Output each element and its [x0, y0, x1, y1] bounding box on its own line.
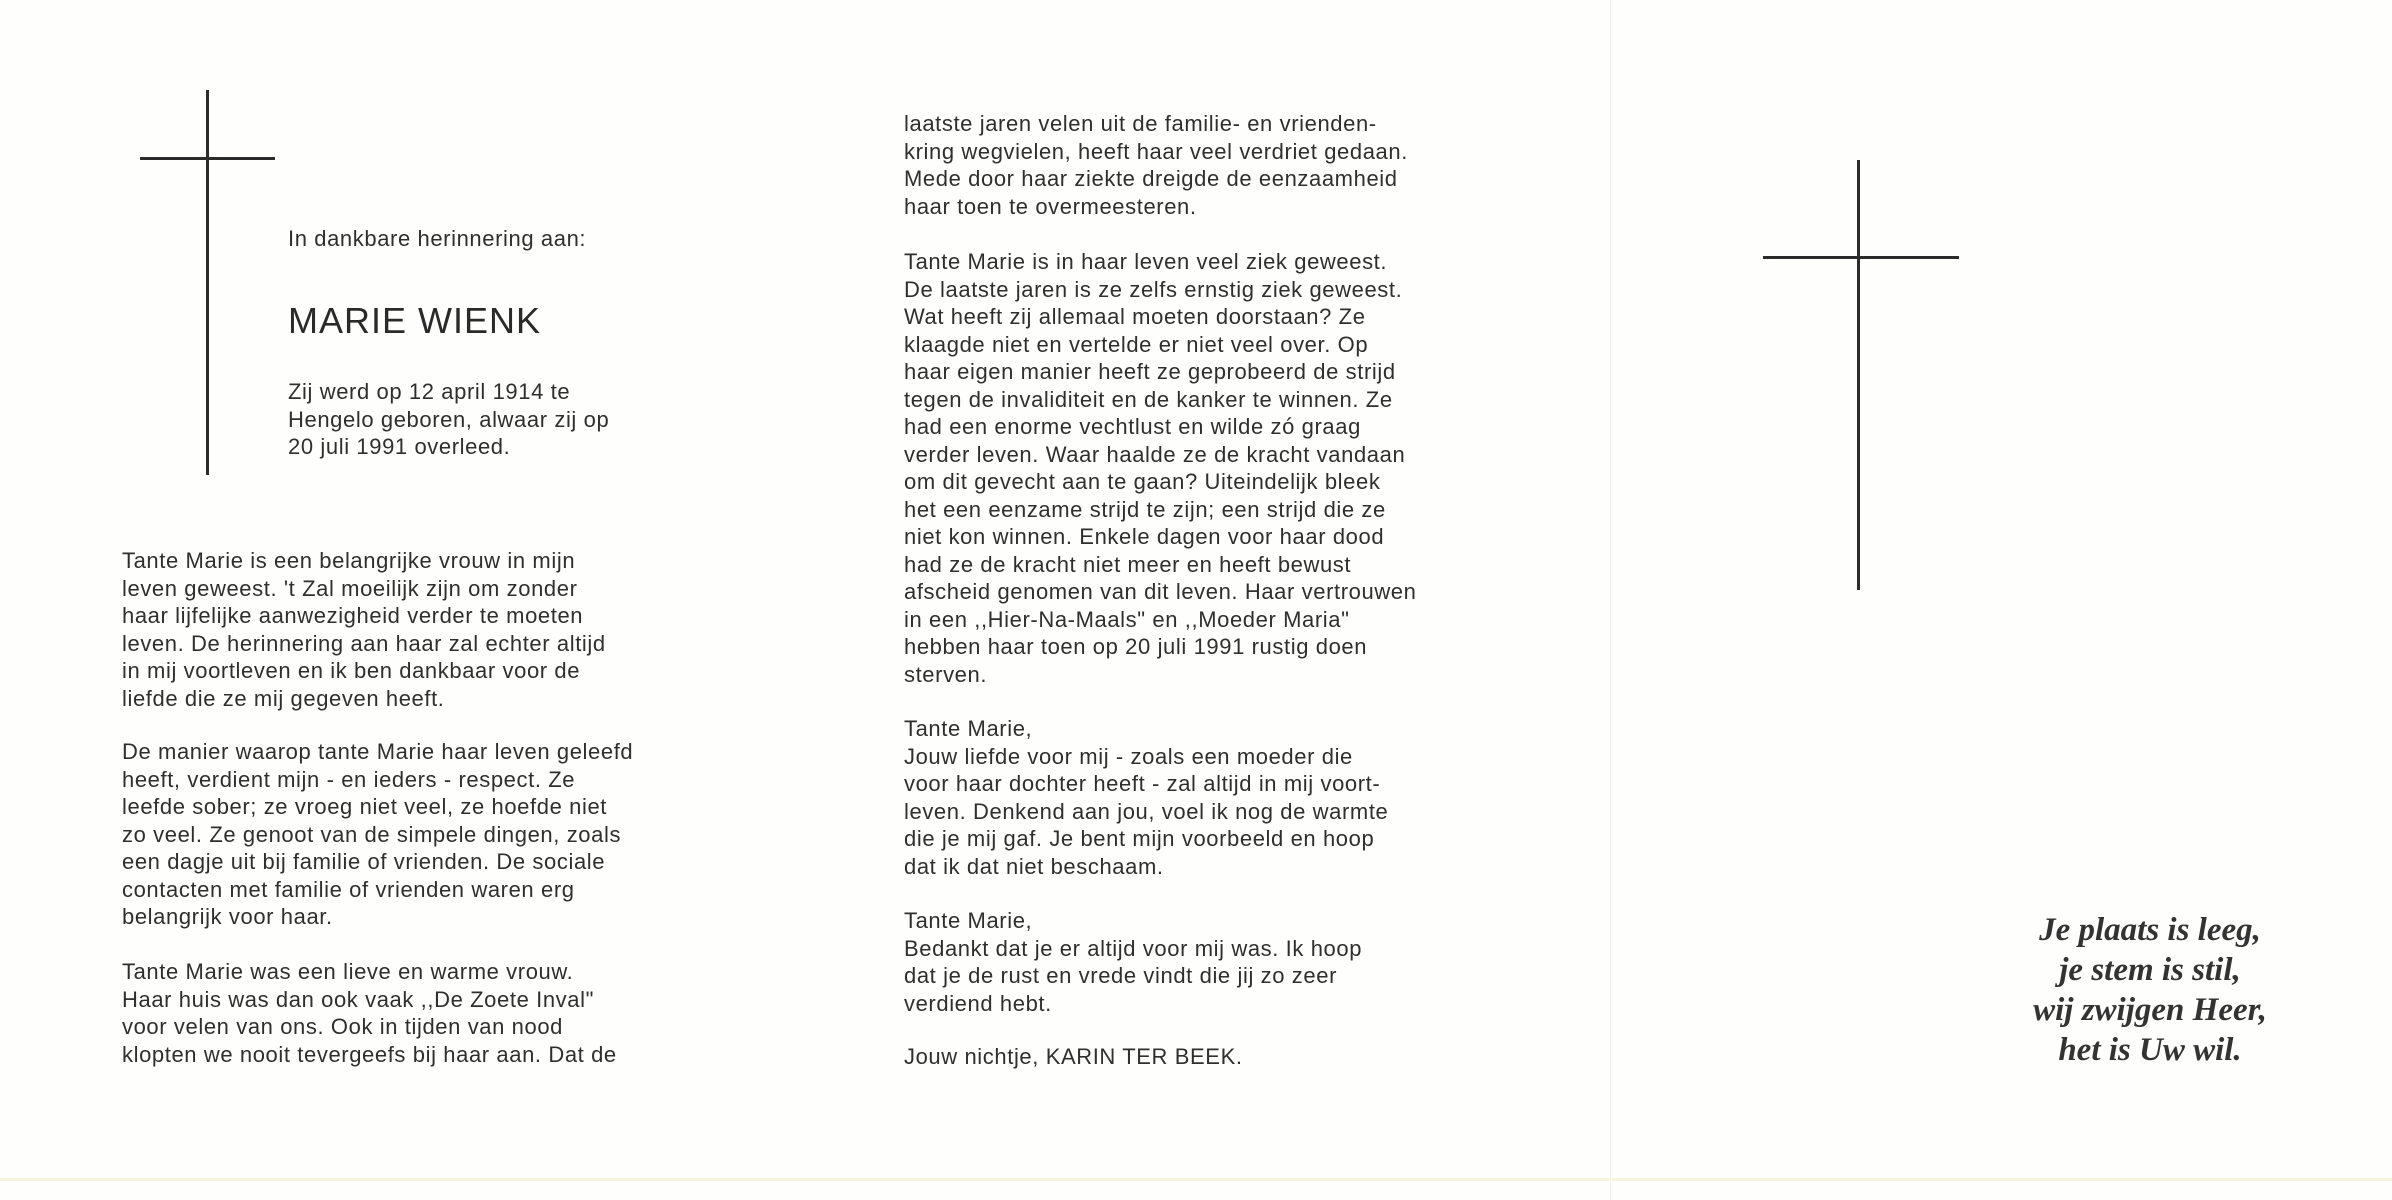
- birth-line: 20 juli 1991 overleed.: [288, 434, 511, 459]
- text-line: Tante Marie is een belangrijke vrouw in mijn: [122, 548, 576, 573]
- text-line: klaagde niet en vertelde er niet veel over. Op: [904, 331, 1369, 357]
- text-line: heeft, verdient mijn - en ieders - respect. Ze: [122, 766, 576, 792]
- quote-line: wij zwijgen Heer,: [2033, 992, 2267, 1028]
- text-line: haar eigen manier heeft ze geprobeerd de strijd: [904, 359, 1396, 384]
- text-line: zo veel. Ze genoot van de simpele dingen, zoals: [122, 821, 622, 847]
- birth-line: Zij werd op 12 april 1914 te: [288, 379, 571, 404]
- text-line: leefde sober; ze vroeg niet veel, ze hoefde niet: [122, 794, 607, 819]
- signature: Jouw nichtje, KARIN TER BEEK.: [904, 1044, 1243, 1069]
- text-line: contacten met familie of vrienden waren erg: [122, 876, 575, 902]
- cross-icon: [140, 90, 280, 475]
- text-line: in mij voortleven en ik ben dankbaar voor de: [122, 658, 581, 683]
- birth-text: [288, 378, 718, 461]
- quote-line: het is Uw wil.: [2058, 1032, 2242, 1068]
- text-line: voor haar dochter heeft - zal altijd in mij voort-: [904, 771, 1381, 796]
- birth-line: Hengelo geboren, alwaar zij op: [288, 406, 610, 432]
- text-line: Tante Marie was een lieve en warme vrouw.: [122, 959, 574, 984]
- text-line: had ze de kracht niet meer en heeft bewust: [904, 551, 1352, 577]
- text-line: leven. De herinnering aan haar zal echter altijd: [122, 630, 606, 656]
- text-line: leven geweest. 't Zal moeilijk zijn om zonder: [122, 575, 578, 601]
- left-paragraph-3: [122, 958, 720, 1068]
- text-line: belangrijk voor haar.: [122, 904, 333, 929]
- intro-text: In dankbare herinnering aan:: [288, 226, 587, 251]
- text-line: afscheid genomen van dit leven. Haar vertrouwen: [904, 579, 1417, 604]
- text-line: Jouw liefde voor mij - zoals een moeder die: [904, 743, 1353, 769]
- text-line: niet kon winnen. Enkele dagen voor haar dood: [904, 524, 1385, 549]
- quote-line: je stem is stil,: [2059, 952, 2241, 988]
- text-line: De manier waarop tante Marie haar leven geleefd: [122, 739, 634, 764]
- text-line: verdiend hebt.: [904, 990, 1052, 1016]
- text-line: dat je de rust en vrede vindt die jij zo zeer: [904, 963, 1338, 988]
- text-line: voor velen van ons. Ook in tijden van nood: [122, 1014, 564, 1039]
- text-line: liefde die ze mij gegeven heeft.: [122, 685, 445, 711]
- cross-icon: [1763, 160, 1963, 590]
- quote-line: Je plaats is leeg,: [2039, 912, 2261, 948]
- paper-edge: [0, 1178, 2392, 1181]
- text-line: hebben haar toen op 20 juli 1991 rustig doen: [904, 634, 1368, 659]
- text-line: haar lijfelijke aanwezigheid verder te moeten: [122, 603, 584, 628]
- text-line: om dit gevecht aan te gaan? Uiteindelijk bleek: [904, 469, 1381, 494]
- text-line: laatste jaren velen uit de familie- en vrienden-: [904, 111, 1377, 136]
- middle-paragraph-2: [904, 248, 1502, 688]
- text-line: kring wegvielen, heeft haar veel verdriet gedaan.: [904, 138, 1408, 164]
- text-line: Tante Marie is in haar leven veel ziek geweest.: [904, 249, 1388, 274]
- text-line: Haar huis was dan ook vaak ,,De Zoete Inval": [122, 986, 594, 1012]
- deceased-name: MARIE WIENK: [288, 300, 542, 341]
- left-paragraph-1: [122, 547, 720, 712]
- text-line: haar toen te overmeesteren.: [904, 193, 1197, 219]
- text-line: Mede door haar ziekte dreigde de eenzaamheid: [904, 166, 1398, 191]
- middle-paragraph-4: [904, 907, 1502, 1017]
- text-line: Wat heeft zij allemaal moeten doorstaan? Ze: [904, 304, 1366, 329]
- text-line: leven. Denkend aan jou, voel ik nog de warmte: [904, 798, 1389, 824]
- text-line: tegen de invaliditeit en de kanker te winnen. Ze: [904, 386, 1393, 412]
- memorial-quote: [2010, 910, 2290, 1070]
- text-line: een dagje uit bij familie of vrienden. De sociale: [122, 849, 606, 874]
- text-line: die je mij gaf. Je bent mijn voorbeeld en hoop: [904, 826, 1375, 851]
- text-line: sterven.: [904, 661, 988, 687]
- text-line: klopten we nooit tevergeefs bij haar aan. Dat de: [122, 1041, 617, 1067]
- text-line: Tante Marie,: [904, 716, 1033, 741]
- text-line: Bedankt dat je er altijd voor mij was. Ik hoop: [904, 935, 1363, 961]
- middle-paragraph-1: [904, 110, 1502, 220]
- left-paragraph-2: [122, 738, 720, 931]
- text-line: De laatste jaren is ze zelfs ernstig ziek geweest.: [904, 276, 1403, 302]
- text-line: Tante Marie,: [904, 908, 1033, 933]
- text-line: het een eenzame strijd te zijn; een strijd die ze: [904, 496, 1386, 522]
- text-line: in een ,,Hier-Na-Maals" en ,,Moeder Maria": [904, 606, 1350, 632]
- middle-paragraph-3: [904, 715, 1502, 880]
- text-line: verder leven. Waar haalde ze de kracht vandaan: [904, 441, 1406, 467]
- text-line: dat ik dat niet beschaam.: [904, 853, 1164, 879]
- text-line: had een enorme vechtlust en wilde zó graag: [904, 414, 1361, 439]
